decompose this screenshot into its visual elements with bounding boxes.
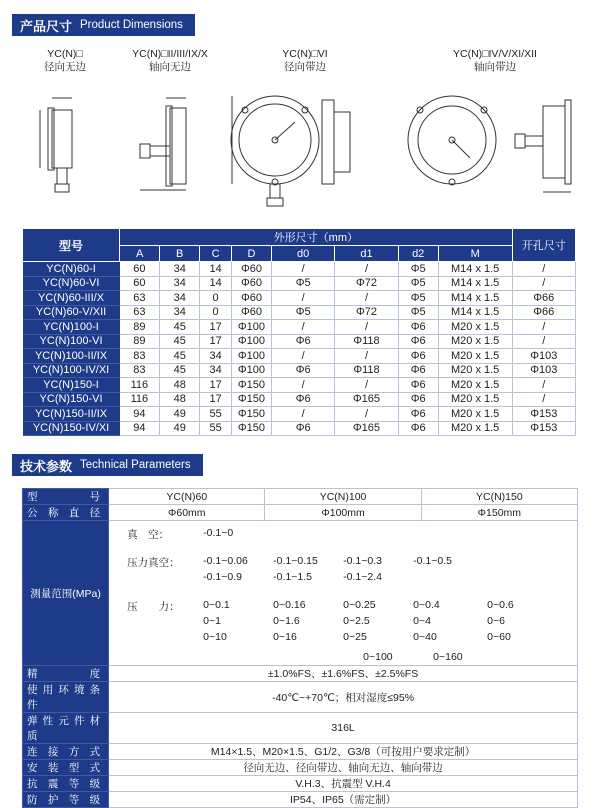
product-dimensions-header <box>12 14 195 36</box>
value-cell: 17 <box>200 378 232 393</box>
value-cell: Φ100 <box>231 320 271 335</box>
value-cell: 34 <box>160 262 200 277</box>
value-cell: M20 x 1.5 <box>438 421 512 436</box>
value-cell: / <box>272 262 335 277</box>
value-cell: Φ100 <box>231 363 271 378</box>
value-cell: / <box>335 378 398 393</box>
pressure-value: 0~25 <box>343 631 367 643</box>
value-cell: Φ150 <box>231 421 271 436</box>
table-row <box>23 378 576 393</box>
value-cell: / <box>512 276 575 291</box>
value-cell: M20 x 1.5 <box>438 392 512 407</box>
value-cell: 45 <box>160 363 200 378</box>
value-cell: Φ165 <box>335 392 398 407</box>
value-cell: 34 <box>160 291 200 306</box>
value-cell: / <box>335 262 398 277</box>
param-value: ±1.0%FS、±1.6%FS、±2.5%FS <box>109 666 578 682</box>
value-cell: Φ5 <box>398 291 438 306</box>
table-row <box>23 776 578 792</box>
section-title-zh: 技术参数 <box>20 458 73 474</box>
vacuum-value: -0.1~0 <box>203 527 234 539</box>
value-cell: Φ5 <box>272 305 335 320</box>
value-cell: Φ66 <box>512 305 575 320</box>
value-cell: 63 <box>120 305 160 320</box>
model-cell: YC(N)100-VI <box>23 334 120 349</box>
col-d: D <box>231 246 271 262</box>
technical-table <box>22 488 578 808</box>
value-cell: 34 <box>200 349 232 364</box>
value-cell: / <box>512 378 575 393</box>
value-cell: Φ5 <box>398 276 438 291</box>
pressure-value: 0~40 <box>413 631 437 643</box>
value-cell: M20 x 1.5 <box>438 320 512 335</box>
model-cell: YC(N)60-III/X <box>23 291 120 306</box>
param-label: 连接方式 <box>23 744 109 760</box>
value-cell: / <box>512 262 575 277</box>
dimension-table <box>22 228 576 436</box>
param-value: IP54、IP65（需定制） <box>109 792 578 808</box>
pressure-value: 0~160 <box>433 651 463 663</box>
size-label: 公称直径 <box>23 505 109 521</box>
value-cell: 0 <box>200 291 232 306</box>
model-150: YC(N)150 <box>421 489 577 505</box>
model-label: 型号 <box>23 489 109 505</box>
table-row <box>23 363 576 378</box>
pressure-label: 压 力： <box>127 601 180 613</box>
value-cell: / <box>272 349 335 364</box>
section-title-en: Technical Parameters <box>80 459 191 471</box>
table-row <box>23 262 576 277</box>
value-cell: Φ103 <box>512 349 575 364</box>
value-cell: / <box>512 334 575 349</box>
value-cell: 83 <box>120 363 160 378</box>
hole-size-header: 开孔尺寸 <box>512 229 575 262</box>
value-cell: 89 <box>120 334 160 349</box>
table-row <box>23 305 576 320</box>
table-row <box>23 744 578 760</box>
compound-value: -0.1~0.06 <box>203 555 248 567</box>
value-cell: Φ100 <box>231 334 271 349</box>
value-cell: 89 <box>120 320 160 335</box>
value-cell: 0 <box>200 305 232 320</box>
table-row <box>23 392 576 407</box>
value-cell: / <box>512 392 575 407</box>
value-cell: Φ165 <box>335 421 398 436</box>
value-cell: Φ6 <box>398 349 438 364</box>
value-cell: Φ72 <box>335 305 398 320</box>
value-cell: / <box>335 320 398 335</box>
drawing-radial-no-flange <box>40 98 72 192</box>
param-label: 防护等级 <box>23 792 109 808</box>
value-cell: Φ5 <box>398 262 438 277</box>
value-cell: 116 <box>120 378 160 393</box>
value-cell: Φ6 <box>398 334 438 349</box>
param-label: 安装型式 <box>23 760 109 776</box>
value-cell: Φ72 <box>335 276 398 291</box>
table-row <box>23 792 578 808</box>
table-row <box>23 276 576 291</box>
drawing-radial-flange <box>231 96 350 206</box>
value-cell: Φ118 <box>335 363 398 378</box>
value-cell: 45 <box>160 349 200 364</box>
col-a: A <box>120 246 160 262</box>
drawing-axial-no-flange <box>140 98 186 190</box>
value-cell: 49 <box>160 421 200 436</box>
value-cell: M14 x 1.5 <box>438 262 512 277</box>
size-150: Φ150mm <box>421 505 577 521</box>
value-cell: Φ5 <box>398 305 438 320</box>
param-label: 弹性元件材质 <box>23 713 109 744</box>
value-cell: / <box>335 407 398 422</box>
value-cell: M20 x 1.5 <box>438 363 512 378</box>
model-cell: YC(N)150-II/IX <box>23 407 120 422</box>
value-cell: 14 <box>200 262 232 277</box>
value-cell: Φ60 <box>231 262 271 277</box>
compound-value: -0.1~0.15 <box>273 555 318 567</box>
pressure-value: 0~0.16 <box>273 599 306 611</box>
value-cell: 14 <box>200 276 232 291</box>
drawing-label-1: YC(N)□ 径向无边 <box>44 48 86 73</box>
model-cell: YC(N)150-I <box>23 378 120 393</box>
value-cell: 116 <box>120 392 160 407</box>
pressure-value: 0~100 <box>363 651 393 663</box>
value-cell: Φ6 <box>398 407 438 422</box>
section-title-en: Product Dimensions <box>80 19 183 31</box>
table-row <box>23 682 578 713</box>
value-cell: 83 <box>120 349 160 364</box>
value-cell: Φ6 <box>272 363 335 378</box>
value-cell: 94 <box>120 407 160 422</box>
pressure-value: 0~10 <box>203 631 227 643</box>
range-label: 测量范围(MPa) <box>23 521 109 666</box>
model-cell: YC(N)100-II/IX <box>23 349 120 364</box>
value-cell: Φ6 <box>398 421 438 436</box>
param-label: 使用环境条件 <box>23 682 109 713</box>
pressure-value: 0~2.5 <box>343 615 370 627</box>
value-cell: Φ103 <box>512 363 575 378</box>
compound-value: -0.1~0.9 <box>203 571 242 583</box>
value-cell: 60 <box>120 276 160 291</box>
dimension-table-body <box>23 262 576 436</box>
value-cell: Φ6 <box>398 392 438 407</box>
model-cell: YC(N)60-VI <box>23 276 120 291</box>
value-cell: 17 <box>200 320 232 335</box>
param-value: 316L <box>109 713 578 744</box>
value-cell: / <box>272 407 335 422</box>
model-cell: YC(N)100-I <box>23 320 120 335</box>
pressure-value: 0~1.6 <box>273 615 300 627</box>
drawing-label-3: YC(N)□VI 径向带边 <box>282 48 328 73</box>
pressure-value: 0~1 <box>203 615 221 627</box>
table-row <box>23 713 578 744</box>
compound-value: -0.1~0.3 <box>343 555 382 567</box>
param-value: V.H.3、抗震型 V.H.4 <box>109 776 578 792</box>
col-m: M <box>438 246 512 262</box>
value-cell: 94 <box>120 421 160 436</box>
value-cell: 17 <box>200 392 232 407</box>
value-cell: 17 <box>200 334 232 349</box>
compound-value: -0.1~2.4 <box>343 571 382 583</box>
value-cell: 34 <box>160 305 200 320</box>
value-cell: 48 <box>160 392 200 407</box>
value-cell: Φ150 <box>231 407 271 422</box>
pressure-value: 0~0.25 <box>343 599 376 611</box>
outer-dimension-header: 外形尺寸（mm） <box>120 229 513 246</box>
value-cell: Φ6 <box>398 363 438 378</box>
drawing-label-4: YC(N)□IV/V/XI/XII 轴向带边 <box>453 48 537 73</box>
value-cell: Φ150 <box>231 378 271 393</box>
value-cell: Φ60 <box>231 276 271 291</box>
table-row <box>23 421 576 436</box>
pressure-value: 0~0.1 <box>203 599 230 611</box>
value-cell: 49 <box>160 407 200 422</box>
value-cell: 63 <box>120 291 160 306</box>
section-title-zh: 产品尺寸 <box>20 18 73 34</box>
vacuum-label: 真 空： <box>127 529 170 541</box>
col-d2: d2 <box>398 246 438 262</box>
value-cell: / <box>512 320 575 335</box>
model-cell: YC(N)60-I <box>23 262 120 277</box>
value-cell: M20 x 1.5 <box>438 407 512 422</box>
value-cell: 34 <box>160 276 200 291</box>
model-100: YC(N)100 <box>265 489 421 505</box>
table-row <box>23 349 576 364</box>
value-cell: 48 <box>160 378 200 393</box>
value-cell: M20 x 1.5 <box>438 349 512 364</box>
value-cell: Φ118 <box>335 334 398 349</box>
pressure-value: 0~60 <box>487 631 511 643</box>
technical-rows <box>23 666 578 808</box>
col-c: C <box>200 246 232 262</box>
value-cell: Φ6 <box>272 334 335 349</box>
value-cell: Φ6 <box>398 320 438 335</box>
value-cell: 34 <box>200 363 232 378</box>
value-cell: Φ60 <box>231 291 271 306</box>
value-cell: Φ6 <box>398 378 438 393</box>
pressure-value: 0~6 <box>487 615 505 627</box>
model-cell: YC(N)150-IV/XI <box>23 421 120 436</box>
table-row <box>23 407 576 422</box>
value-cell: / <box>272 320 335 335</box>
value-cell: Φ6 <box>272 392 335 407</box>
param-label: 抗震等级 <box>23 776 109 792</box>
pressure-value: 0~4 <box>413 615 431 627</box>
value-cell: M20 x 1.5 <box>438 378 512 393</box>
drawing-label-2: YC(N)□II/III/IX/X 轴向无边 <box>132 48 208 73</box>
dimension-drawings <box>0 80 600 220</box>
drawing-labels <box>0 48 600 78</box>
value-cell: Φ6 <box>272 421 335 436</box>
value-cell: 60 <box>120 262 160 277</box>
value-cell: Φ5 <box>272 276 335 291</box>
value-cell: / <box>272 378 335 393</box>
compound-value: -0.1~1.5 <box>273 571 312 583</box>
technical-parameters-header <box>12 454 203 476</box>
col-d1: d1 <box>335 246 398 262</box>
table-row <box>23 760 578 776</box>
param-label: 精度 <box>23 666 109 682</box>
drawing-axial-flange <box>408 96 571 192</box>
param-value: 径向无边、径向带边、轴向无边、轴向带边 <box>109 760 578 776</box>
col-b: B <box>160 246 200 262</box>
pressure-value: 0~0.4 <box>413 599 440 611</box>
value-cell: Φ153 <box>512 407 575 422</box>
value-cell: M14 x 1.5 <box>438 305 512 320</box>
table-row <box>23 291 576 306</box>
param-value: -40℃~+70℃；相对湿度≤95% <box>109 682 578 713</box>
value-cell: M20 x 1.5 <box>438 334 512 349</box>
size-60: Φ60mm <box>109 505 265 521</box>
value-cell: / <box>335 349 398 364</box>
compound-value: -0.1~0.5 <box>413 555 452 567</box>
value-cell: Φ66 <box>512 291 575 306</box>
model-header: 型号 <box>23 229 120 262</box>
col-d0: d0 <box>272 246 335 262</box>
table-row <box>23 334 576 349</box>
value-cell: Φ60 <box>231 305 271 320</box>
value-cell: 55 <box>200 421 232 436</box>
pressure-value: 0~0.6 <box>487 599 514 611</box>
value-cell: / <box>335 291 398 306</box>
value-cell: M14 x 1.5 <box>438 276 512 291</box>
value-cell: 45 <box>160 320 200 335</box>
value-cell: 55 <box>200 407 232 422</box>
param-value: M14×1.5、M20×1.5、G1/2、G3/8（可按用户要求定制） <box>109 744 578 760</box>
model-cell: YC(N)150-VI <box>23 392 120 407</box>
value-cell: Φ100 <box>231 349 271 364</box>
value-cell: 45 <box>160 334 200 349</box>
value-cell: Φ150 <box>231 392 271 407</box>
model-cell: YC(N)60-V/XII <box>23 305 120 320</box>
model-60: YC(N)60 <box>109 489 265 505</box>
table-row <box>23 320 576 335</box>
value-cell: Φ153 <box>512 421 575 436</box>
measurement-range <box>109 521 578 666</box>
compound-label: 压力真空： <box>127 557 180 569</box>
pressure-value: 0~16 <box>273 631 297 643</box>
value-cell: / <box>272 291 335 306</box>
table-row <box>23 666 578 682</box>
size-100: Φ100mm <box>265 505 421 521</box>
value-cell: M14 x 1.5 <box>438 291 512 306</box>
model-cell: YC(N)100-IV/XI <box>23 363 120 378</box>
